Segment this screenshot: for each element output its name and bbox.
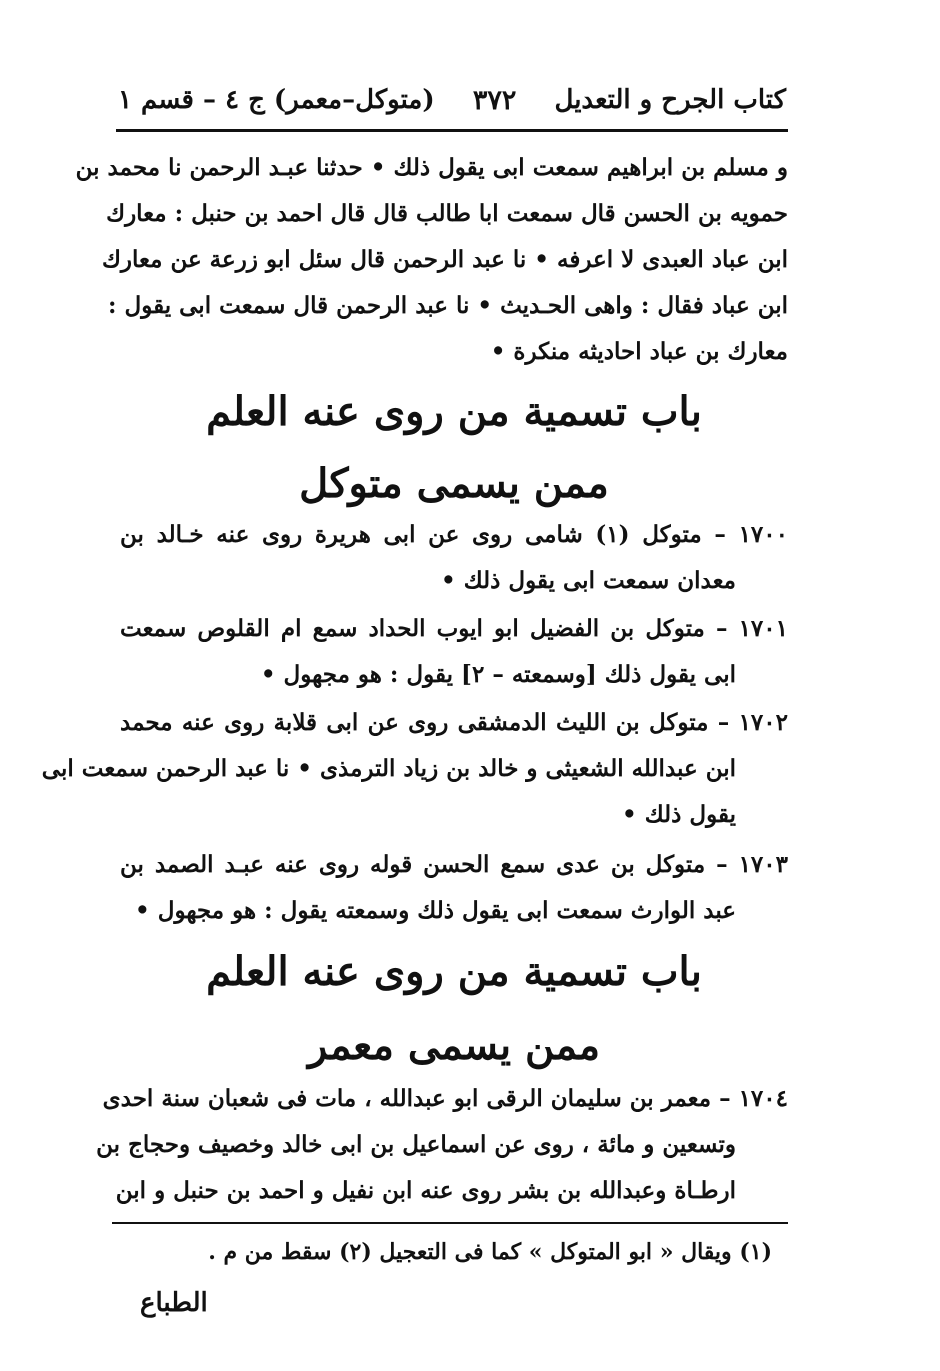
section-subheading-mamar — [120, 1016, 788, 1076]
section-subheading-mutawakkil — [120, 454, 788, 514]
entry-line: ١٧٠٤ – معمر بن سليمان الرقى ابو عبدالله ، مات فى شعبان سنة احدى — [102, 1085, 788, 1112]
entry-line: معدان سمعت ابى يقول ذلك • — [441, 567, 736, 594]
heading-line: ممن يسمى معمر — [307, 1022, 601, 1069]
heading-line: باب تسمية من روى عنه العلم — [206, 948, 702, 995]
entry-line: يقول ذلك • — [622, 801, 736, 828]
section-heading-mamar — [120, 942, 788, 1002]
entry-line: ١٧٠١ – متوكل بن الفضيل ابو ايوب الحداد سمع ام القلوص سمعت — [120, 615, 788, 642]
entry-line: ارطـاة وعبدالله بن بشر روى عنه ابن نفيل و احمد بن حنبل و ابن — [115, 1177, 736, 1204]
heading-line: ممن يسمى متوكل — [299, 460, 609, 507]
footnote-rule — [112, 1222, 788, 1224]
text-line: ابن عباد فقال : واهى الحـديث • نا عبد الرحمن قال سمعت ابى يقول : — [108, 292, 788, 319]
intro-paragraph — [75, 145, 788, 375]
entry-line: ١٧٠٠ – متوكل (١) شامى روى عن ابى هريرة روى عنه خـالد بن — [120, 521, 788, 548]
header-rule — [116, 129, 788, 132]
entry-line: وتسعين و مائة ، روى عن اسماعيل بن ابى خالد وخصيف وحجاج بن — [96, 1131, 736, 1158]
entry-line: ابى يقول ذلك [وسمعته – ٢] يقول : هو مجهول • — [260, 661, 736, 688]
section-heading-mutawakkil — [120, 382, 788, 442]
book-title: كتاب الجرح و التعديل — [554, 85, 786, 115]
heading-line: باب تسمية من روى عنه العلم — [206, 388, 702, 435]
entry-1702 — [41, 700, 788, 838]
text-line: ابن عباد العبدى لا اعرفه • نا عبد الرحمن قال سئل ابو زرعة عن معارك — [101, 246, 788, 273]
text-line: و مسلم بن ابراهيم سمعت ابى يقول ذلك • حدثنا عبـد الرحمن نا محمد بن — [75, 154, 788, 181]
text-line: حمويه بن الحسن قال سمعت ابا طالب قال قال احمد بن حنبل : معارك — [106, 200, 788, 227]
running-header — [118, 78, 786, 122]
entry-1700 — [120, 512, 788, 604]
corner-mark: الطباع — [140, 1288, 208, 1318]
entry-1701 — [120, 606, 788, 698]
text-line: معارك بن عباد احاديثه منكرة • — [490, 338, 788, 365]
entry-1703 — [120, 842, 788, 934]
entry-line: عبد الوارث سمعت ابى يقول ذلك وسمعته يقول : هو مجهول • — [135, 897, 736, 924]
page-number: ٣٧٢ — [472, 84, 517, 116]
entry-line: ١٧٠٣ – متوكل بن عدى سمع الحسن قوله روى عنه عبـد الصمد بن — [120, 851, 788, 878]
entry-line: ١٧٠٢ – متوكل بن الليث الدمشقى روى عن ابى قلابة روى عنه محمد — [120, 709, 788, 736]
volume-info: (متوكل–معمر) ج ٤ – قسم ١ — [118, 85, 435, 115]
entry-line: ابن عبدالله الشعيثى و خالد بن زياد الترمذى • نا عبد الرحمن سمعت ابى — [41, 755, 736, 782]
footnote: (١) ويقال « ابو المتوكل » كما فى التعجيل (٢) سقط من م . — [208, 1239, 772, 1265]
entry-1704 — [96, 1076, 788, 1214]
